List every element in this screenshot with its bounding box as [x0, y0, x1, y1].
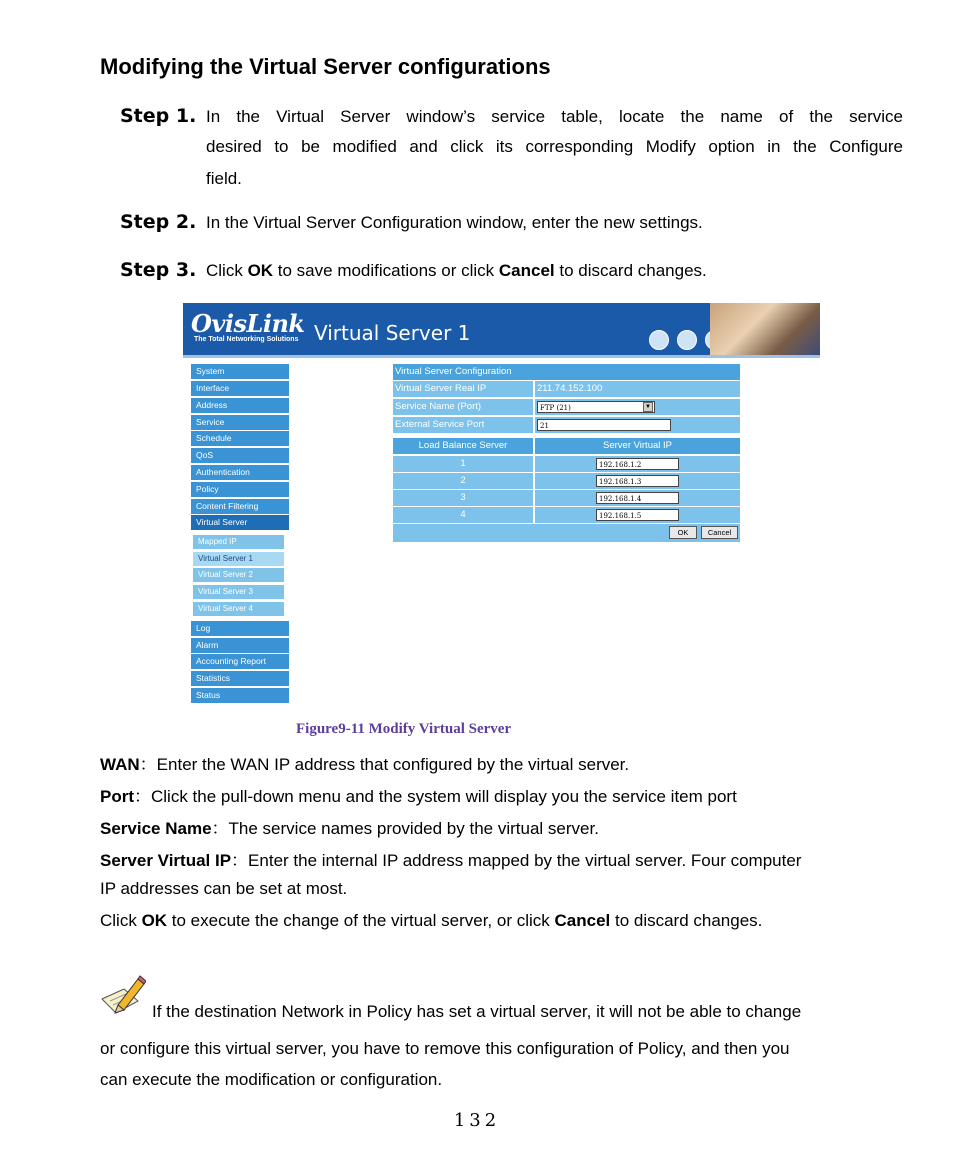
nav-system[interactable]: System: [191, 364, 289, 379]
nav-interface[interactable]: Interface: [191, 381, 289, 396]
nav-statistics[interactable]: Statistics: [191, 671, 289, 686]
step-3-text: Click OK to save modifications or click Cancel to discard changes.: [206, 261, 707, 280]
step-1-line-3: field.: [206, 169, 242, 188]
def-service-name: Service Name：The service names provided by the virtual server.: [100, 819, 599, 838]
server-virtual-ip-input[interactable]: 192.168.1.3: [596, 475, 679, 487]
server-virtual-ip-input[interactable]: 192.168.1.4: [596, 492, 679, 504]
lb-row-cell: [535, 490, 740, 506]
globe-icon: [649, 330, 669, 350]
def-wan: WAN：Enter the WAN IP address that configured by the virtual server.: [100, 755, 630, 774]
external-port-label: External Service Port: [393, 417, 533, 433]
cancel-button[interactable]: Cancel: [701, 526, 738, 539]
nav-service[interactable]: Service: [191, 415, 289, 430]
figure-caption: Figure9-11 Modify Virtual Server: [296, 721, 512, 737]
service-name-cell: [535, 399, 740, 415]
def-server-virtual-ip: Server Virtual IP：Enter the internal IP address mapped by the virtual server. Four computer: [100, 851, 802, 870]
def-port: Port：Click the pull-down menu and the system will display you the service item port: [100, 787, 737, 806]
step-2-label: Step 2.: [120, 211, 197, 233]
lb-row-number: 4: [393, 507, 533, 523]
nav-schedule[interactable]: Schedule: [191, 431, 289, 446]
nav-status[interactable]: Status: [191, 688, 289, 703]
step-1-label: Step 1.: [120, 105, 197, 127]
nav-log[interactable]: Log: [191, 621, 289, 636]
server-virtual-ip-header: Server Virtual IP: [535, 438, 740, 454]
logo-tagline: The Total Networking Solutions: [194, 336, 299, 343]
page-title: Virtual Server 1: [314, 321, 471, 345]
step-2-text: In the Virtual Server Configuration window, enter the new settings.: [206, 213, 703, 232]
sub-mapped-ip[interactable]: Mapped IP: [193, 535, 284, 549]
nav-authentication[interactable]: Authentication: [191, 465, 289, 480]
lb-row-number: 3: [393, 490, 533, 506]
globe-icon: [677, 330, 697, 350]
click-instruction: Click OK to execute the change of the virtual server, or click Cancel to discard changes.: [100, 911, 763, 930]
panel-header: Virtual Server Configuration: [393, 364, 740, 380]
banner-divider: [183, 355, 820, 358]
lb-row-number: 1: [393, 456, 533, 472]
lb-row-cell: [535, 473, 740, 489]
ovislink-logo: OvisLink: [191, 309, 305, 338]
step-1-line-2: desired to be modified and click its corresponding Modify option in the Configure: [206, 137, 903, 156]
note-pencil-icon: [100, 975, 146, 1021]
virtual-server-screenshot: [183, 303, 820, 705]
external-port-cell: [535, 417, 740, 433]
lb-row-cell: [535, 507, 740, 523]
note-line-1: If the destination Network in Policy has set a virtual server, it will not be able to change: [152, 1002, 802, 1021]
load-balance-header: Load Balance Server: [393, 438, 533, 454]
nav-accounting-report[interactable]: Accounting Report: [191, 654, 289, 669]
section-heading: Modifying the Virtual Server configurations: [100, 54, 551, 79]
real-ip-label: Virtual Server Real IP: [393, 381, 533, 397]
nav-policy[interactable]: Policy: [191, 482, 289, 497]
nav-address[interactable]: Address: [191, 398, 289, 413]
note-line-3: can execute the modification or configuration.: [100, 1070, 443, 1089]
def-continuation: IP addresses can be set at most.: [100, 879, 348, 898]
nav-qos[interactable]: QoS: [191, 448, 289, 463]
external-port-input[interactable]: 21: [537, 419, 671, 431]
lb-row-cell: [535, 456, 740, 472]
nav-virtual-server[interactable]: Virtual Server: [191, 515, 289, 530]
step-1-line-1: In the Virtual Server window’s service table, locate the name of the service: [206, 107, 903, 126]
service-name-label: Service Name (Port): [393, 399, 533, 415]
sub-virtual-server-3[interactable]: Virtual Server 3: [193, 585, 284, 599]
button-row: [393, 524, 740, 542]
chevron-down-icon[interactable]: ▼: [643, 402, 653, 412]
sub-virtual-server-2[interactable]: Virtual Server 2: [193, 568, 284, 582]
ok-button[interactable]: OK: [669, 526, 697, 539]
sub-virtual-server-1[interactable]: Virtual Server 1: [193, 552, 284, 566]
note-line-2: or configure this virtual server, you have to remove this configuration of Policy, and then you: [100, 1039, 790, 1058]
step-3-label: Step 3.: [120, 259, 197, 281]
nav-alarm[interactable]: Alarm: [191, 638, 289, 653]
real-ip-value: 211.74.152.100: [535, 381, 740, 397]
server-virtual-ip-input[interactable]: 192.168.1.2: [596, 458, 679, 470]
service-name-select[interactable]: FTP (21): [537, 401, 655, 413]
banner-photo: [710, 303, 820, 355]
lb-row-number: 2: [393, 473, 533, 489]
nav-content-filtering[interactable]: Content Filtering: [191, 499, 289, 514]
sub-virtual-server-4[interactable]: Virtual Server 4: [193, 602, 284, 616]
server-virtual-ip-input[interactable]: 192.168.1.5: [596, 509, 679, 521]
page-number: 132: [453, 1110, 501, 1131]
